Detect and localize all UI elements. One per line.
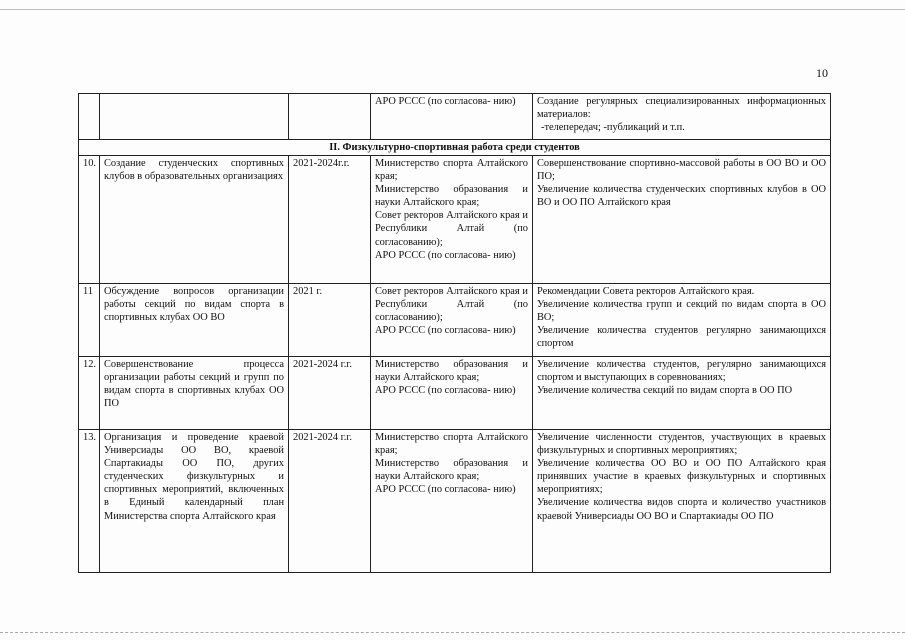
responsible-cell: [371, 284, 533, 357]
period-text: 2021 г.: [289, 284, 371, 357]
table-row: [79, 156, 831, 284]
results-line: Увеличение количества студентов регулярно занимающихся спортом: [537, 325, 826, 350]
results-line: Увеличение численности студентов, участвующих в краевых физкультурных и спортивных мероприятиях;: [537, 432, 826, 457]
results-line: Совершенствование спортивно-массовой работы в ОО ВО и ОО ПО;: [537, 158, 826, 183]
period-text: 2021-2024 г.г.: [289, 430, 371, 573]
responsible-text: АРО РССС (по согласова- нию): [375, 96, 516, 107]
results-line: -телепередач; -публикаций и т.п.: [541, 122, 685, 134]
responsible-line: Министерство образования и науки Алтайского края;: [375, 458, 528, 483]
bottom-scan-rule: [0, 632, 905, 633]
responsible-cell: [371, 430, 533, 573]
results-cell: [533, 94, 831, 140]
responsible-line: Совет ректоров Алтайского края и Республики Алтай (по согласованию);: [375, 286, 528, 324]
section-header-row: [79, 140, 831, 156]
responsible-line: АРО РССС (по согласова- нию): [375, 249, 516, 261]
results-line: Увеличение количества ОО ВО и ОО ПО Алтайского края принявших участие в краевых физкультурных и спортивных мероприятиях;: [537, 458, 826, 496]
results-cell: [533, 430, 831, 573]
event-cell: [100, 94, 289, 140]
plan-table: [78, 93, 831, 573]
results-line: Увеличение количества студентов, регулярно занимающихся спортом и выступающих в соревнованиях;: [537, 359, 826, 384]
row-number: 11: [79, 284, 100, 357]
responsible-line: Министерство образования и науки Алтайского края;: [375, 359, 528, 384]
event-text: Организация и проведение краевой Универсиады ОО ВО, краевой Спартакиады ОО ПО, других студенческих физкультурных и спортивных мероприятий, включенных в Единый календарный план Министерства спорта Алтайского края: [100, 430, 289, 573]
period-text: 2021-2024г.г.: [289, 156, 371, 284]
period-cell: [289, 94, 371, 140]
period-text: 2021-2024 г.г.: [289, 357, 371, 430]
row-number: 12.: [79, 357, 100, 430]
results-cell: [533, 357, 831, 430]
table-row: [79, 357, 831, 430]
results-line: Увеличение количества групп и секций по видам спорта в ОО ВО;: [537, 299, 826, 324]
row-number: 13.: [79, 430, 100, 573]
results-line: Увеличение количества секций по видам спорта в ОО ПО: [537, 385, 793, 397]
num-cell: [79, 94, 100, 140]
responsible-line: АРО РССС (по согласова- нию): [375, 385, 516, 397]
results-line: Увеличение количества видов спорта и количество участников краевой Универсиады ОО ВО и Спартакиады ОО ПО: [537, 497, 826, 522]
responsible-cell: [371, 357, 533, 430]
responsible-line: Совет ректоров Алтайского края и Республики Алтай (по согласованию);: [375, 210, 528, 248]
responsible-line: Министерство спорта Алтайского края;: [375, 432, 528, 457]
section-title: II. Физкультурно-спортивная работа среди студентов: [79, 140, 831, 156]
table-row-continuation: [79, 94, 831, 140]
results-line: Создание регулярных специализированных информационных материалов:: [537, 96, 826, 121]
top-scan-rule: [0, 9, 905, 10]
responsible-cell: [371, 94, 533, 140]
results-line: Увеличение количества студенческих спортивных клубов в ОО ВО и ОО ПО Алтайского края: [537, 184, 826, 209]
results-cell: [533, 284, 831, 357]
responsible-line: Министерство образования и науки Алтайского края;: [375, 184, 528, 209]
table-row: [79, 284, 831, 357]
page-number: 10: [816, 66, 828, 80]
row-number: 10.: [79, 156, 100, 284]
responsible-line: Министерство спорта Алтайского края;: [375, 158, 528, 183]
responsible-cell: [371, 156, 533, 284]
table-row: [79, 430, 831, 573]
event-text: Создание студенческих спортивных клубов в образовательных организациях: [100, 156, 289, 284]
event-text: Обсуждение вопросов организации работы секций по видам спорта в спортивных клубах ОО ВО: [100, 284, 289, 357]
responsible-line: АРО РССС (по согласова- нию): [375, 325, 516, 337]
results-line: Рекомендации Совета ректоров Алтайского края.: [537, 286, 755, 297]
responsible-line: АРО РССС (по согласова- нию): [375, 484, 516, 496]
results-cell: [533, 156, 831, 284]
event-text: Совершенствование процесса организации работы секций и групп по видам спорта в спортивных клубах ОО ПО: [100, 357, 289, 430]
